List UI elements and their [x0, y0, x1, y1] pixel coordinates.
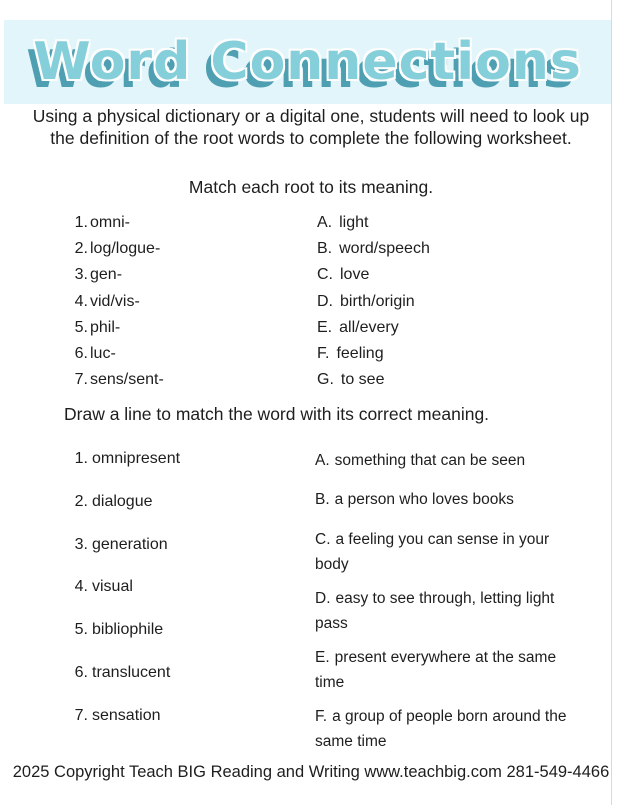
definition-letter: F.: [315, 708, 328, 725]
definition-label: present everywhere at the same time: [315, 649, 557, 691]
meaning-letter: G.: [317, 371, 334, 389]
word-item: [64, 619, 180, 662]
root-number: 6.: [74, 345, 88, 363]
root-item: [60, 367, 164, 393]
meaning-label: all/every: [339, 318, 399, 336]
root-number: 1.: [74, 214, 88, 232]
title-banner: [4, 20, 611, 104]
root-label: phil-: [90, 318, 121, 336]
definition-letter: A.: [315, 452, 330, 469]
meaning-item: [317, 210, 430, 236]
definition-letter: C.: [315, 531, 331, 548]
meaning-item: [317, 367, 430, 393]
word-number: 6.: [74, 663, 88, 681]
word-label: bibliophile: [92, 621, 164, 639]
word-number: 3.: [74, 535, 88, 553]
root-label: luc-: [90, 345, 116, 363]
meaning-letter: D.: [317, 292, 333, 310]
definition-item: [315, 704, 587, 754]
definition-letter: D.: [315, 590, 331, 607]
definition-label: a group of people born around the same time: [315, 708, 567, 750]
definition-item: [315, 487, 587, 512]
word-item: [64, 491, 180, 534]
definition-label: a person who loves books: [334, 491, 514, 508]
word-number: 4.: [74, 578, 88, 596]
word-number: 1.: [74, 450, 88, 467]
root-item: [60, 210, 164, 236]
meaning-item: [317, 289, 430, 315]
meaning-label: feeling: [336, 345, 384, 363]
meaning-letter: B.: [317, 240, 333, 258]
meaning-label: word/speech: [339, 240, 430, 258]
section1-heading: Match each root to its meaning.: [188, 177, 434, 197]
meaning-label: to see: [340, 371, 385, 389]
meaning-letter: C.: [317, 266, 333, 284]
definition-item: [315, 586, 587, 636]
word-item: [64, 576, 180, 619]
root-label: sens/sent-: [90, 371, 164, 389]
root-item: [60, 315, 164, 341]
root-number: 2.: [74, 240, 88, 258]
root-number: 7.: [74, 371, 88, 389]
word-label: sensation: [92, 706, 161, 724]
copyright-footer: 2025 Copyright Teach BIG Reading and Writing www.teachbig.com 281-549-4466: [12, 763, 610, 781]
definition-label: a feeling you can sense in your body: [315, 531, 550, 573]
meaning-letter: A.: [317, 214, 333, 232]
word-item: [64, 534, 180, 577]
word-number: 7.: [74, 706, 88, 724]
root-label: vid/vis-: [90, 292, 140, 310]
root-list: [60, 210, 164, 393]
root-item: [60, 341, 164, 367]
definition-list: [315, 448, 587, 754]
meaning-item: [317, 236, 430, 262]
meaning-label: love: [340, 266, 370, 284]
word-number: 2.: [74, 492, 88, 510]
definition-label: easy to see through, letting light pass: [315, 590, 555, 632]
word-list: [64, 448, 180, 748]
meaning-item: [317, 341, 430, 367]
intro-text: Using a physical dictionary or a digital one, students will need to look up the definition of the root words to complete the following worksheet.: [32, 106, 590, 148]
word-item: [64, 662, 180, 705]
meaning-label: birth/origin: [340, 292, 415, 310]
root-number: 5.: [74, 318, 88, 336]
word-label: generation: [92, 535, 168, 553]
word-item: [64, 448, 180, 491]
word-label: omnipresent: [92, 450, 181, 467]
word-label: dialogue: [92, 492, 153, 510]
root-number: 4.: [74, 292, 88, 310]
meaning-label: light: [339, 214, 369, 232]
section2-heading: Draw a line to match the word with its correct meaning.: [64, 404, 490, 424]
definition-item: [315, 448, 587, 473]
word-label: visual: [92, 578, 133, 596]
meaning-item: [317, 262, 430, 288]
definition-letter: E.: [315, 649, 330, 666]
definition-item: [315, 527, 587, 577]
root-meaning-list: [317, 210, 430, 393]
definition-item: [315, 645, 587, 695]
root-item: [60, 262, 164, 288]
meaning-letter: E.: [317, 318, 333, 336]
page-edge-line: [611, 0, 612, 805]
root-label: log/logue-: [90, 240, 161, 258]
meaning-letter: F.: [317, 345, 330, 363]
root-item: [60, 236, 164, 262]
word-number: 5.: [74, 621, 88, 639]
root-number: 3.: [74, 266, 88, 284]
root-label: gen-: [90, 266, 123, 284]
root-label: omni-: [90, 214, 131, 232]
root-item: [60, 289, 164, 315]
word-label: translucent: [92, 663, 171, 681]
definition-letter: B.: [315, 491, 330, 508]
meaning-item: [317, 315, 430, 341]
word-item: [64, 705, 180, 748]
page-title: Word Connections: [33, 32, 582, 92]
definition-label: something that can be seen: [334, 452, 526, 469]
